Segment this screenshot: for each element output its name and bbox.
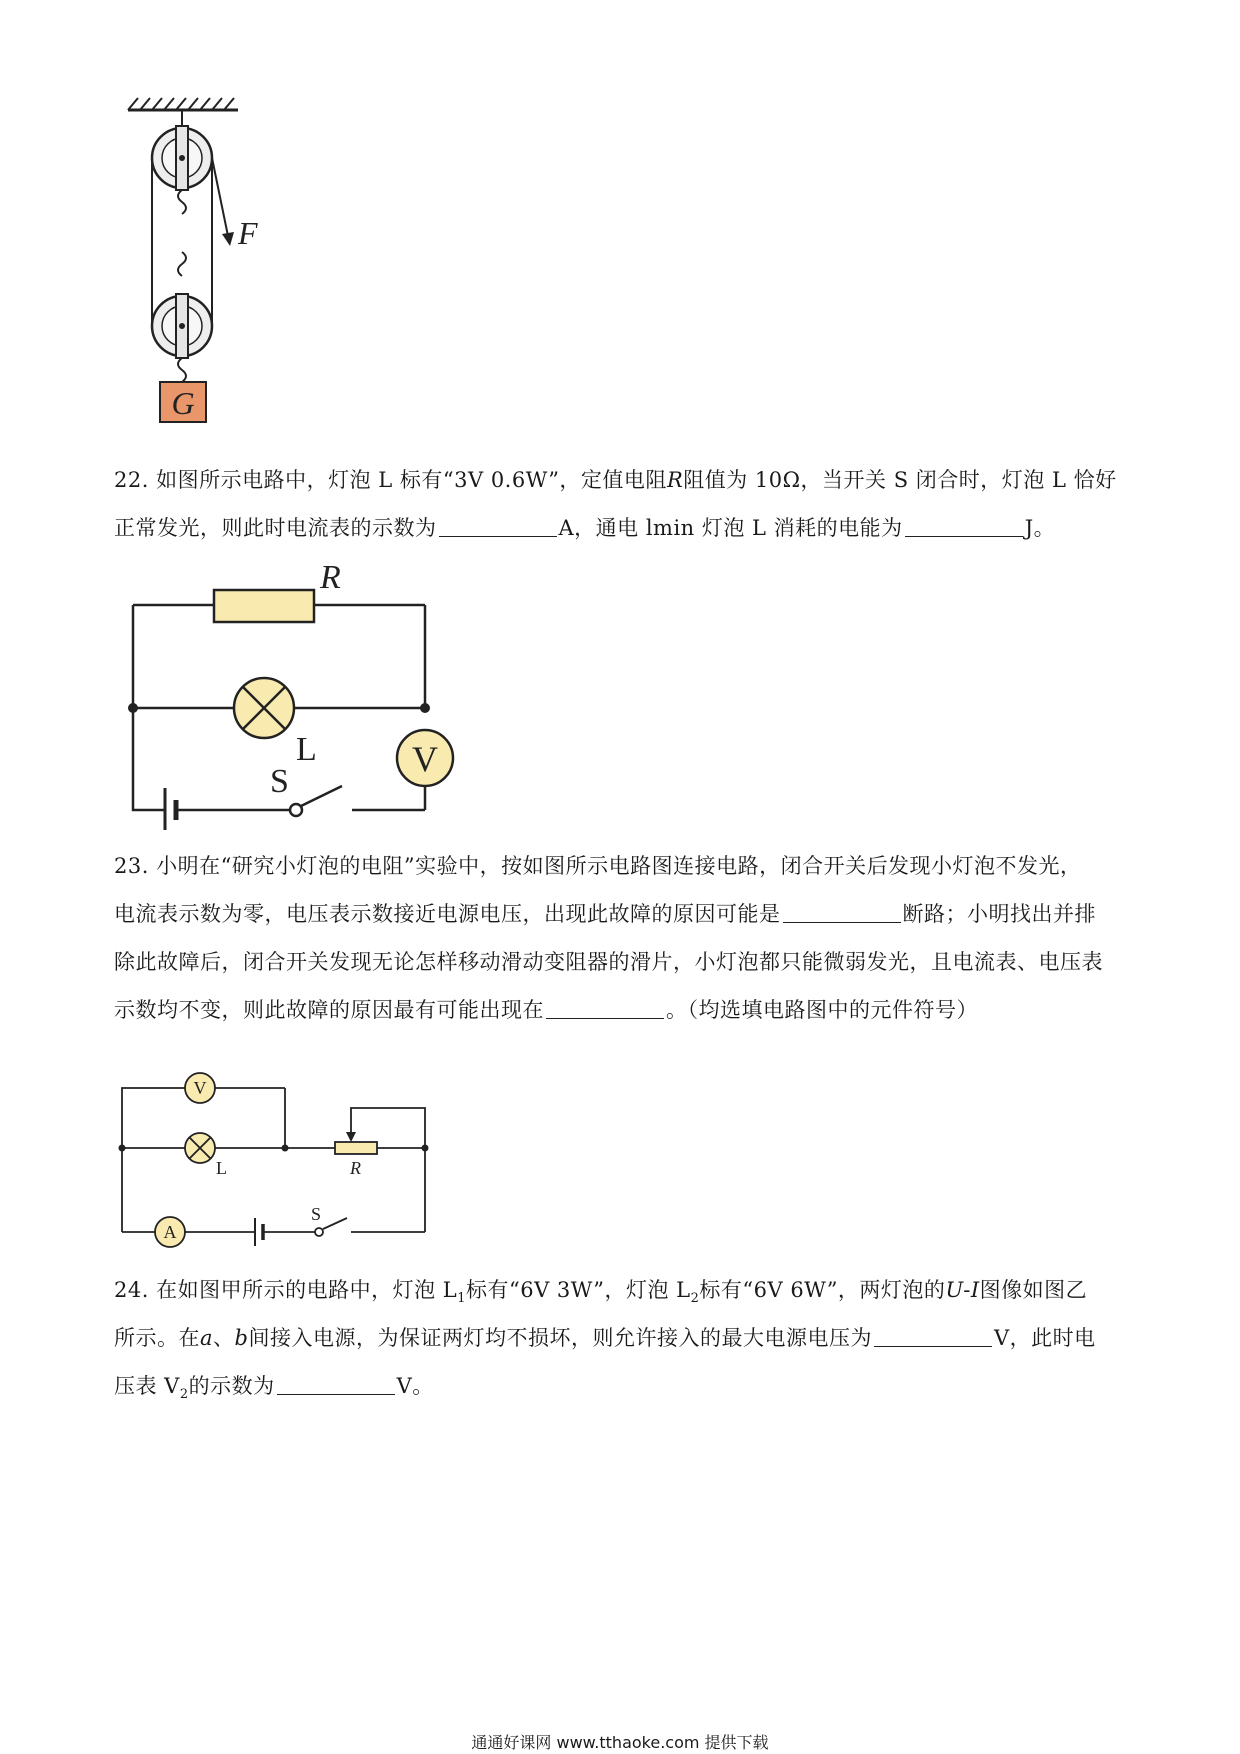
q23-circuit-figure [115,1060,435,1260]
q24-line-1: 24. 在如图甲所示的电路中，灯泡 $L_1$标有“6V 3W”，灯泡 $L_2$标有“6V 6W”，两灯泡的U-I图像如图乙 [114,1278,1088,1307]
q24-line-3: 压表 $V_2$的示数为 V。 [114,1374,434,1403]
q23-number: 23. [114,854,149,878]
q24-line-2: 所示。在a、b间接入电源，为保证两灯均不损坏，则允许接入的最大电源电压为 V，此时电 [114,1326,1096,1350]
q22-line-1: 22. 如图所示电路中，灯泡 L 标有“3V 0.6W”，定值电阻R阻值为 10Ω，当开关 S 闭合时，灯泡 L 恰好 [114,468,1117,492]
resistor-label: R [320,560,341,596]
rheostat-label: R [350,1158,361,1178]
ammeter-label: A [163,1222,177,1242]
q23-line-1: 23. 小明在“研究小灯泡的电阻”实验中，按如图所示电路图连接电路，闭合开关后发现小灯泡不发光， [114,854,1082,878]
q23-line-2: 电流表示数为零，电压表示数接近电源电压，出现此故障的原因可能是 断路；小明找出并排 [114,902,1096,926]
pulley-figure [120,96,270,436]
answer-blank-q24-1[interactable] [874,1326,992,1347]
switch-label: S [270,763,289,800]
answer-blank-q23-2[interactable] [546,998,664,1019]
answer-blank-q23-1[interactable] [783,902,901,923]
q22-line-2: 正常发光，则此时电流表的示数为 A，通电 lmin 灯泡 L 消耗的电能为 J。 [114,516,1056,540]
answer-blank-q22-1[interactable] [439,516,557,537]
answer-blank-q24-2[interactable] [277,1374,395,1395]
weight-label: G [171,385,195,421]
lamp-label: L [216,1158,227,1178]
voltmeter-label: V [412,739,438,779]
q24-number: 24. [114,1278,149,1302]
page-footer: 通通好课网 www.tthaoke.com 提供下载 [471,1733,769,1752]
force-label: F [238,215,258,251]
q22-number: 22. [114,468,149,492]
q23-line-3: 除此故障后，闭合开关发现无论怎样移动滑动变阻器的滑片，小灯泡都只能微弱发光，且电流表、电压表 [114,950,1103,974]
q22-circuit-figure [120,560,470,830]
lamp-label: L [296,731,317,768]
switch-label: S [311,1204,322,1224]
voltmeter-label: V [193,1078,207,1098]
q23-line-4: 示数均不变，则此故障的原因最有可能出现在 。（均选填电路图中的元件符号） [114,998,978,1022]
answer-blank-q22-2[interactable] [905,516,1023,537]
